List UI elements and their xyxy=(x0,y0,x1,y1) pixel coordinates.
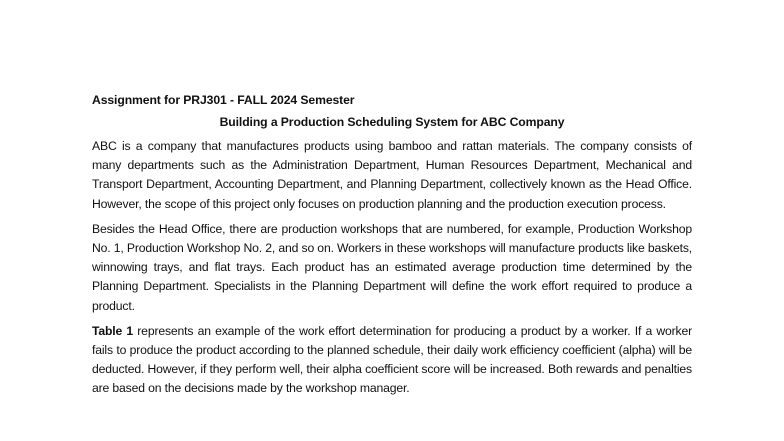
document-body xyxy=(92,92,692,405)
assignment-title: Assignment for PRJ301 - FALL 2024 Semester xyxy=(92,93,355,107)
document-title: Building a Production Scheduling System for ABC Company xyxy=(219,115,565,129)
table-reference: Table 1 xyxy=(92,323,134,338)
paragraph-production-workshops: Besides the Head Office, there are production workshops that are numbered, for example, Production Workshop No. 1, Production Workshop No. 2, and so on. Workers in these workshops will manufacture products like baskets, winnowing trays, and flat trays. Each product has an estimated average production time determined by the Planning Department. Specialists in the Planning Department will define the work effort required to produce a product. xyxy=(92,221,693,313)
paragraph-work-effort-text: represents an example of the work effort determination for producing a product by a worker. If a worker fails to produce the product according to the planned schedule, their daily work efficiency coefficient (alpha) will be deducted. However, if they perform well, their alpha coefficient score will be increased. Both rewards and penalties are based on the decisions made by the workshop manager. xyxy=(92,323,692,396)
paragraph-work-effort xyxy=(92,322,692,399)
paragraph-company-overview: ABC is a company that manufactures products using bamboo and rattan materials. The company consists of many departments such as the Administration Department, Human Resources Department, Mechanical and Transport Department, Accounting Department, and Planning Department, collectively known as the Head Office. However, the scope of this project only focuses on production planning and the production execution process. xyxy=(92,139,692,211)
